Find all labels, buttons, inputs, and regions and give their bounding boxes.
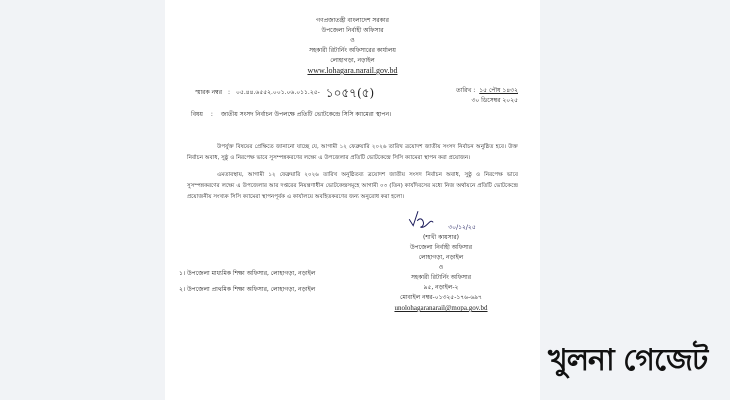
signer-place-2: ৯৫, নড়াইল-২ (423, 284, 459, 291)
signer-title-1: উপজেলা নির্বাহী অফিসার (409, 244, 473, 251)
khulna-gazette-logo (548, 336, 707, 387)
government-title: গণপ্রজাতন্ত্রী বাংলাদেশ সরকার (316, 17, 389, 24)
signer-phone: মোবাইল নম্বর-০১৩২৫-১৭৬-৬৯৭ (400, 294, 482, 301)
signer-title-2: সহকারী রিটার্নিং অফিসার (410, 274, 472, 281)
website-link[interactable]: www.lohagara.narail.gov.bd (307, 66, 398, 75)
signature-mark (406, 207, 446, 233)
office-location: লোহাগড়া, নড়াইল (330, 57, 375, 64)
official-letter (165, 0, 540, 400)
date-english: ৩০ ডিসেম্বর ২০২৫ (471, 97, 518, 104)
signer-place-1: লোহাগড়া, নড়াইল (418, 254, 464, 261)
signature-date: ৩০/১২/২৫ (448, 224, 476, 231)
memo-label: স্মারক নম্বর (195, 89, 222, 96)
memo-reference (195, 86, 374, 100)
subject-row (179, 110, 526, 120)
date-bangla: ১৫ পৌষ ১৪৩২ (479, 87, 518, 94)
memo-date (456, 86, 518, 106)
signer-email[interactable]: unolohagaranarail@mopa.gov.bd (394, 304, 488, 312)
memo-row (179, 86, 526, 106)
date-line (456, 86, 518, 96)
date-label: তারিখ : (456, 87, 476, 94)
signature-block (376, 207, 506, 313)
memo-colon: : (228, 89, 231, 96)
body-paragraph-2: এমতাবস্থায়, আগামী ১২ ফেব্রুয়ারি ২০২৬ তারিখ অনুষ্ঠিতব্য ত্রয়োদশ জাতীয় সংসদ নির্বাচন অবাধ, সুষ্ঠু ও নিরপেক্ষ ভাবে সুসম্পন্নকরণের লক্ষ্যে এ উপজেলার আর দপ্তরের নিয়ন্ত্রণাধীন ভোটকেন্দ্রসমূহে আগামী ০৩ (তিন) কার্যদিবসের মধ্যে নিজ অর্থায়নে প্রতিটি ভোটকেন্দ্রে প্রয়োজনীয় সংখ্যক সিসি ক্যামেরা স্থাপনপূর্বক এ কার্যালয়ে অবহিতকরণের জন্য অনুরোধ করা হলো। (187, 172, 518, 200)
signer-and: ও (438, 264, 444, 271)
signature-area (406, 207, 475, 233)
memo-number: ০৫.৪৪.৬৫৫২.০০১.০৬.০১১.২৫- (236, 89, 320, 96)
office-title: উপজেলা নির্বাহী অফিসার (321, 27, 384, 34)
memo-handwritten-number: ১০৫৭(৫) (325, 86, 375, 100)
recipient-list (179, 269, 315, 295)
header-and: ও (350, 37, 355, 44)
signer-name: (শাখী কায়সার) (422, 234, 459, 241)
office-title-2: সহকারী রিটার্নিং অফিসারের কার্যালয় (309, 47, 396, 54)
logo-text: খুলনা গেজেট (548, 343, 708, 378)
body-paragraph-1: উপর্যুক্ত বিষয়ের প্রেক্ষিতে জানানো যাচ্ছে যে, আগামী ১২ ফেব্রুয়ারি ২০২৬ তারিখ ত্রয়োদশ জাতীয় সংসদ নির্বাচন অনুষ্ঠিত হবে। উক্ত নির্বাচন অবাধ, সুষ্ঠু ও নিরপেক্ষ ভাবে সুসম্পন্নকরণের লক্ষ্যে এ উপজেলার প্রতিটি ভোটকেন্দ্রে সিসি ক্যামেরা স্থাপন করা প্রয়োজন। (187, 144, 518, 161)
spacer (179, 120, 526, 142)
recipient-1: ১। উপজেলা মাধ্যমিক শিক্ষা অফিসার, লোহাগড়া, নড়াইল (179, 270, 316, 277)
subject-text: জাতীয় সংসদ নির্বাচন উপলক্ষে প্রতিটি ভোটকেন্দ্রে সিসি ক্যামেরা স্থাপন। (220, 111, 392, 118)
subject-colon: : (210, 111, 213, 118)
letter-footer (179, 207, 526, 313)
recipient-2: ২। উপজেলা প্রাথমিক শিক্ষা অফিসার, লোহাগড়া, নড়াইল (179, 286, 316, 293)
subject-label: বিষয় (191, 111, 203, 118)
